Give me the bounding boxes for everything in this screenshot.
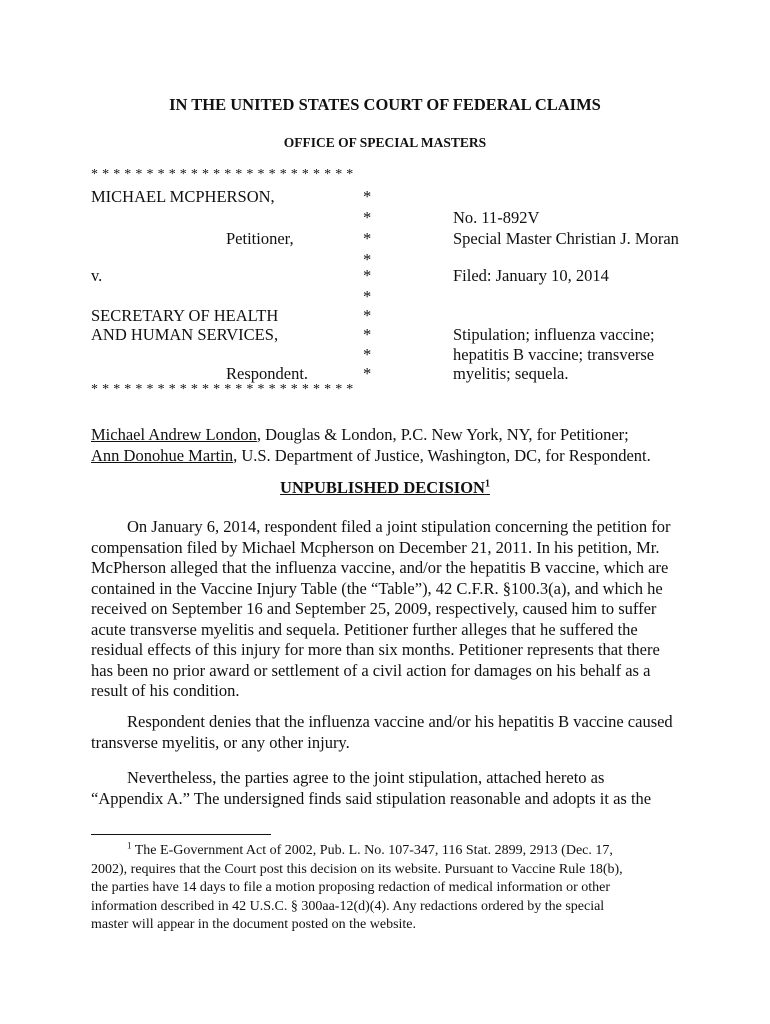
case-number: No. 11-892V (453, 208, 540, 227)
paragraph-2 (91, 712, 681, 753)
respondent-name-line1: SECRETARY OF HEALTH (91, 306, 279, 325)
decision-title-text: UNPUBLISHED DECISION (280, 478, 485, 497)
respondent-counsel-name: Ann Donohue Martin (91, 446, 234, 465)
filed-date: Filed: January 10, 2014 (453, 266, 609, 285)
counsel-listing (91, 424, 691, 466)
keywords-line2: hepatitis B vaccine; transverse (453, 345, 655, 364)
respondent-name-line2: AND HUMAN SERVICES, (91, 325, 279, 344)
footnote-line: 2002), requires that the Court post this decision on its website. Pursuant to Vaccine Rule 18(b), (91, 861, 623, 877)
paragraph-line: has been no prior award or settlement of a civil action for damages on his behalf as a (91, 660, 651, 680)
footnote-line: information described in 42 U.S.C. § 300aa-12(d)(4). Any redactions ordered by the special (91, 898, 605, 914)
caption-star: * (363, 325, 372, 344)
footnote-marker: 1 (127, 840, 132, 851)
respondent-counsel-details: , U.S. Department of Justice, Washington, DC, for Respondent. (233, 446, 651, 465)
paragraph-line: Respondent denies that the influenza vaccine and/or his hepatitis B vaccine caused (127, 712, 673, 731)
footnote-line: master will appear in the document posted on the website. (91, 917, 417, 932)
paragraph-line: received on September 16 and September 25, 2009, respectively, caused him to suffer (91, 599, 657, 618)
paragraph-line: Nevertheless, the parties agree to the joint stipulation, attached hereto as (127, 768, 605, 787)
footnote-line: the parties have 14 days to file a motion proposing redaction of medical information or other (91, 880, 611, 895)
caption-star: * (363, 345, 372, 364)
court-title: IN THE UNITED STATES COURT OF FEDERAL CLAIMS (169, 95, 601, 114)
paragraph-line: “Appendix A.” The undersigned finds said stipulation reasonable and adopts it as the (91, 788, 652, 808)
office-title: OFFICE OF SPECIAL MASTERS (283, 135, 487, 150)
petitioner-name: MICHAEL MCPHERSON, (91, 187, 275, 206)
paragraph-line: McPherson alleged that the influenza vaccine, and/or the hepatitis B vaccine, which are (91, 558, 669, 577)
keywords-line1: Stipulation; influenza vaccine; (453, 325, 655, 344)
footnote-reference: 1 (484, 478, 490, 490)
caption-star: * (363, 306, 372, 325)
footnote (91, 842, 691, 935)
caption-star: * (363, 187, 372, 206)
keywords-line3: myelitis; sequela. (453, 364, 569, 383)
caption-star: * (363, 287, 372, 306)
petitioner-role: Petitioner, (226, 229, 294, 248)
paragraph-line: compensation filed by Michael Mcpherson on December 21, 2011. In his petition, Mr. (91, 537, 660, 557)
petitioner-counsel-details: , Douglas & London, P.C. New York, NY, for Petitioner; (256, 425, 629, 444)
petitioner-counsel-name: Michael Andrew London (91, 425, 257, 444)
paragraph-line: result of his condition. (91, 681, 240, 700)
paragraph-line: residual effects of this injury for more than six months. Petitioner represents that there (91, 640, 660, 659)
caption-star: * (363, 266, 372, 285)
caption-star: * (363, 250, 372, 269)
paragraph-line: contained in the Vaccine Injury Table (the “Table”), 42 C.F.R. §100.3(a), and which he (91, 578, 663, 598)
caption-star: * (363, 229, 372, 248)
versus: v. (91, 266, 103, 285)
decision-title (0, 478, 770, 498)
caption-star: * (363, 364, 372, 383)
caption-star: * (363, 208, 372, 227)
caption-star-row-top: * * * * * * * * * * * * * * * * * * * * * * * * (91, 167, 354, 182)
special-master: Special Master Christian J. Moran (453, 229, 679, 248)
footnote-divider (91, 834, 271, 835)
paragraph-line: On January 6, 2014, respondent filed a joint stipulation concerning the petition for (127, 517, 671, 536)
paragraph-line: acute transverse myelitis and sequela. Petitioner further alleges that he suffered the (91, 619, 638, 639)
paragraph-1 (91, 517, 681, 702)
caption-star-row-bottom: * * * * * * * * * * * * * * * * * * * * * * * * (91, 382, 354, 397)
paragraph-line: transverse myelitis, or any other injury. (91, 732, 350, 752)
respondent-role: Respondent. (226, 364, 309, 383)
footnote-line: The E-Government Act of 2002, Pub. L. No. 107-347, 116 Stat. 2899, 2913 (Dec. 17, (131, 843, 613, 858)
paragraph-3 (91, 768, 681, 809)
